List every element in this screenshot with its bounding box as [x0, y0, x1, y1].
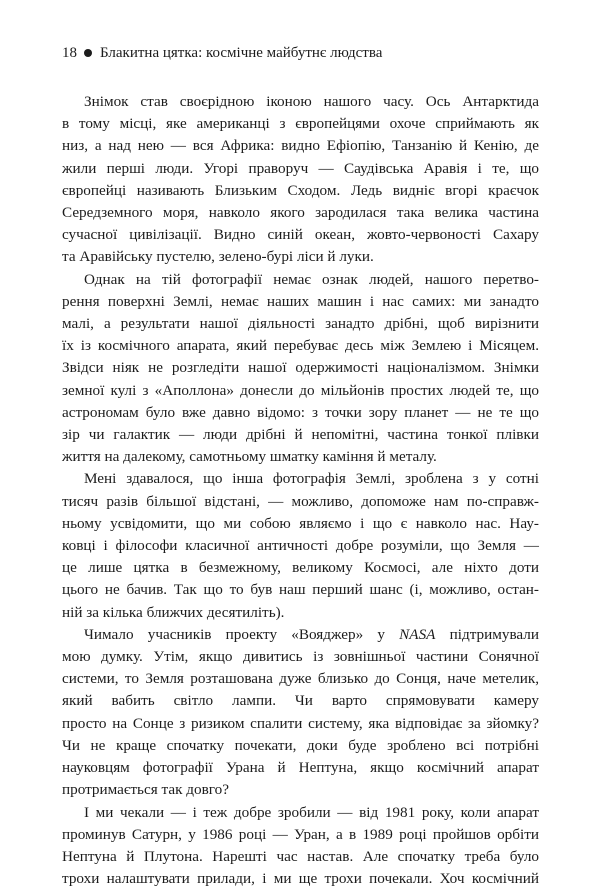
text-line: Чи не краще спочатку почекати, доки буде зроблено всі потрібні [62, 736, 539, 754]
text-line: Звідси ніяк не розгледіти нашої одержимості націоналізмом. Знімки [62, 359, 539, 377]
text-line: їх із космічного апарата, який перебуває десь між Землею і Місяцем. [62, 337, 539, 355]
text-line: протримається так довго? [62, 781, 229, 799]
text-line: життя на далекому, самотньому шматку каміння й металу. [62, 448, 437, 466]
page-number: 18 [62, 45, 77, 61]
text-line: рення поверхні Землі, немає наших машин і нас самих: ми занадто [62, 292, 539, 310]
text-line: європейці називають Близьким Сходом. Ледь видніє вгорі краєчок [62, 181, 539, 199]
paragraph [62, 802, 539, 891]
text-line: системи, то Земля розташована дуже близько до Сонця, наче метелик, [62, 670, 539, 688]
paragraph [62, 468, 539, 623]
paragraph [62, 624, 539, 802]
text-line: Однак на тій фотографії немає ознак людей, нашого перетво- [84, 270, 539, 288]
text-line: науковцям фотографії Урана й Нептуна, якщо космічний апарат [62, 759, 539, 777]
text-line: Середземного моря, навколо якого зародилася така велика частина [62, 204, 539, 222]
paragraph [62, 91, 539, 269]
running-header [62, 44, 382, 62]
text-line: це лише цятка в безмежному, великому Космосі, але ніхто доти [62, 559, 539, 577]
text-line: просто на Сонце з ризиком спалити систему, яка відповідає за зйомку? [62, 714, 539, 732]
text-line: жили перші люди. Угорі праворуч — Саудівська Аравія і те, що [62, 159, 539, 177]
text-line: сучасної цивілізації. Видно синій океан, жовто-червоності Сахару [62, 226, 539, 244]
text-line: ковці і філософи класичної античності добре розуміли, що Земля — [62, 537, 539, 555]
text-line: малі, а результати нашої діяльності занадто дрібні, щоб вирізнити [62, 315, 539, 333]
text-line: астрономам було вже давно відомо: з точки зору планет — не те що [62, 403, 539, 421]
text-line: Чимало учасників проекту «Вояджер» у NASA підтримували [84, 625, 539, 643]
text-line: мою думку. Утім, якщо дивитись із зовнішньої частини Сонячної [62, 648, 539, 666]
page-body [62, 91, 539, 890]
text-line: Мені здавалося, що інша фотографія Землі, зроблена з у сотні [84, 470, 539, 488]
text-line: ньому усвідомити, що ми собою являємо і що є навколо нас. Нау- [62, 514, 539, 532]
text-line: який вабить світло лампи. Чи варто спрямовувати камеру [62, 692, 539, 710]
text-line: земної кулі з «Аполлона» донесли до мільйонів простих людей те, що [62, 381, 539, 399]
text-line: І ми чекали — і теж добре зробили — від 1981 року, коли апарат [84, 803, 539, 821]
text-line: цього не бачив. Так що то був наш перший шанс (і, можливо, остан- [62, 581, 539, 599]
text-line: трохи налаштувати прилади, і ми ще трохи почекали. Хоч космічний [62, 870, 539, 888]
text-line: зір чи галактик — люди дрібні й непомітні, частина тонкої плівки [62, 426, 539, 444]
bullet-separator-icon [84, 49, 92, 57]
text-line: низ, а над нею — вся Африка: видно Ефіопію, Танзанію й Кенію, де [62, 137, 539, 155]
text-line: Знімок став своєрідною іконою нашого часу. Ось Антарктида [84, 93, 539, 110]
text-line: тисяч разів більшої відстані, — можливо, допоможе нам по-справж- [62, 492, 539, 510]
running-title: Блакитна цятка: космічне майбутнє людства [100, 45, 383, 61]
paragraph [62, 269, 539, 469]
text-line: в тому місці, яке американці з європейцями охоче сприймають як [62, 115, 539, 133]
text-line: Нептуна й Плутона. Нарешті час настав. Але спочатку треба було [62, 847, 539, 865]
text-line: ній за кілька ближчих десятиліть). [62, 603, 285, 621]
text-line: проминув Сатурн, у 1986 році — Уран, а в 1989 році пройшов орбіти [62, 825, 539, 843]
text-line: та Аравійську пустелю, зелено-бурі ліси й луки. [62, 248, 374, 266]
